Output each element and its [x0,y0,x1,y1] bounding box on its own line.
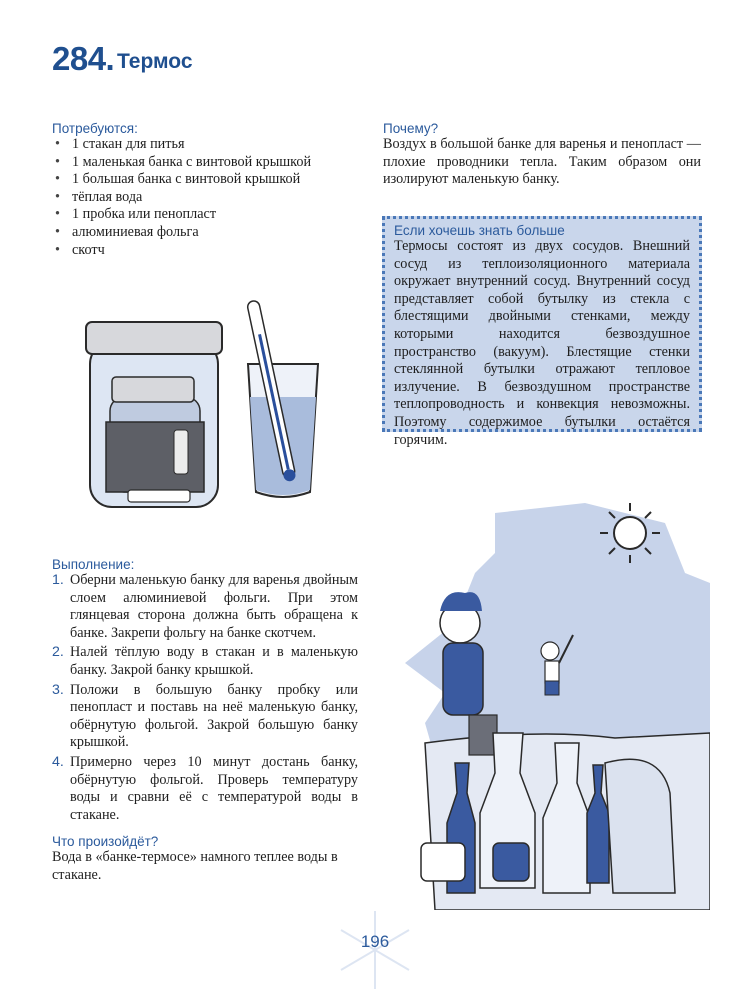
why-section [383,121,701,189]
tape-strip [174,430,188,474]
steps-list [52,572,358,824]
list-item: • тёплая вода [52,189,352,207]
steps-heading: Выполнение: [52,557,135,572]
big-jar-lid [86,322,222,354]
exercise-title: Термос [117,50,193,73]
step-item [52,644,358,679]
list-item: • 1 пробка или пенопласт [52,206,352,224]
materials-heading: Потребуются: [52,121,138,136]
step-item [52,682,358,752]
step-text: Примерно через 10 минут достань банку, обёрнутую фольгой. Проверь температуру воды и сравни её с температурой воды в стакане. [70,753,358,823]
step-text: Положи в большую банку пробку или пенопласт и поставь на неё маленькую банку, обёрнутую фольгой. Закрой большую банку крышкой. [70,681,358,751]
step-number: 2. [52,644,64,661]
foil-wrap [106,422,204,492]
result-section [52,834,358,884]
why-heading: Почему? [383,121,439,136]
materials-list [52,136,352,259]
foam-cork [128,490,190,502]
result-text: Вода в «банке-термосе» намного теплее воды в стакане. [52,849,338,883]
result-heading: Что произойдёт? [52,834,159,849]
materials-section [52,121,352,259]
list-item: • 1 маленькая банка с винтовой крышкой [52,154,352,172]
page-number-badge [330,905,420,995]
list-item: • 1 большая банка с винтовой крышкой [52,171,352,189]
step-text: Налей тёплую воду в стакан и в маленькую банку. Закрой банку крышкой. [70,644,358,678]
step-number: 1. [52,572,64,588]
info-box [382,216,702,448]
list-item: • 1 стакан для питья [52,136,352,154]
jars-illustration [78,292,348,517]
info-box-text: Термосы состоят из двух сосудов. Внешний сосуд из теплоизоляционного материала окружает внутренний сосуд. Внутренний сосуд представляет собой бутылку из стекла с блестящими двойными стенками, между которыми находится безвоздушное пространство (вакуум). Блестящие стенки стеклянной бутылки отражают тепловое излучение. В безвоздушном пространстве теплопроводность и конвекция невозможны. Поэтому содержимое бутылки остаётся горячим. [394,238,690,448]
step-item [52,754,358,824]
steps-section [52,557,358,826]
exercise-number: 284. [52,40,115,77]
why-text: Воздух в большой банке для варенья и пенопласт — плохие проводники тепла. Таким образом они изолируют маленькую банку. [383,136,701,188]
step-number: 3. [52,681,64,698]
step-number: 4. [52,753,64,770]
info-box-heading: Если хочешь знать больше [394,223,565,238]
list-item: • скотч [52,242,352,260]
thermos-scene-illustration [385,493,710,910]
small-jar-lid [112,377,194,402]
step-item [52,572,358,642]
list-item: • алюминиевая фольга [52,224,352,242]
step-text: Оберни маленькую банку для варенья двойным слоем алюминиевой фольги. При этом глянцевая сторона должна быть обращена к банке. Закрепи фольгу на банке скотчем. [70,572,358,641]
page-number: 196 [360,932,390,951]
